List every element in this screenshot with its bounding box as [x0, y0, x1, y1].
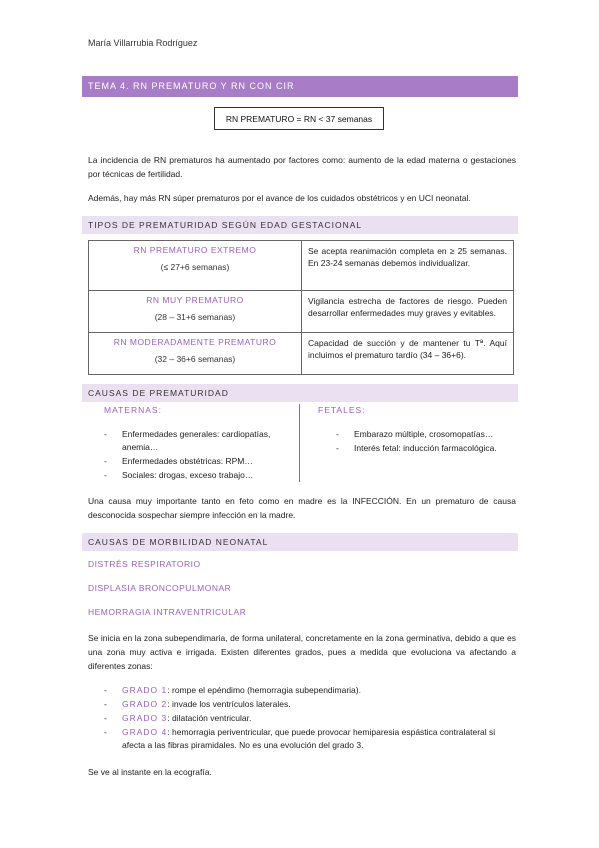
grade-label: GRADO 2: [122, 699, 168, 709]
subsection-bronchopulmonary-dysplasia: DISPLASIA BRONCOPULMONAR: [88, 583, 232, 593]
fetal-causes-title: FETALES:: [318, 405, 366, 415]
grade-label: GRADO 3: [122, 713, 168, 723]
maternal-causes-title: MATERNAS:: [104, 405, 162, 415]
list-item: [104, 712, 516, 725]
type-name: RN MODERADAMENTE PREMATURO: [113, 337, 277, 347]
grade-label: GRADO 4: [122, 727, 168, 737]
table-row: [89, 241, 514, 291]
grade-text: : rompe el epéndimo (hemorragia subependimaria).: [167, 685, 361, 695]
list-item: [104, 726, 516, 752]
table-row: [89, 291, 514, 333]
list-item: [104, 684, 516, 697]
section-header-causes: CAUSAS DE PREMATURIDAD: [82, 384, 518, 402]
grade-label: GRADO 1: [122, 685, 168, 695]
prematurity-types-table: [88, 240, 514, 375]
type-description: Capacidad de succión y de mantener tu Tª. Aquí incluimos el prematuro tardío (34 – 36+6).: [302, 333, 514, 375]
section-header-types: TIPOS DE PREMATURIDAD SEGÚN EDAD GESTACIONAL: [82, 216, 518, 234]
type-description: Vigilancia estrecha de factores de riesgo. Pueden desarrollar enfermedades muy graves y evitables.: [302, 291, 514, 333]
table-row: [89, 333, 514, 375]
grade-text: : dilatación ventricular.: [167, 713, 252, 723]
intro-paragraph: La incidencia de RN prematuros ha aumentado por factores como: aumento de la edad materna o gestaciones por técnicas de fertilidad.: [88, 155, 516, 179]
list-item: [104, 698, 516, 711]
type-description: Se acepta reanimación completa en ≥ 25 semanas. En 23-24 semanas debemos individualizar.: [302, 241, 514, 291]
list-item: - Interés fetal: inducción farmacológica.: [336, 442, 516, 455]
type-name-cell: [89, 241, 302, 291]
list-item: - Enfermedades generales: cardiopatías, anemia…: [104, 428, 284, 454]
list-item: - Enfermedades obstétricas: RPM…: [104, 455, 284, 468]
type-name-cell: [89, 333, 302, 375]
list-item: - Sociales: drogas, exceso trabajo…: [104, 469, 284, 482]
type-name-cell: [89, 291, 302, 333]
hemorrhage-grades-list: [104, 684, 516, 753]
type-range: (≤ 27+6 semanas): [160, 262, 230, 272]
infection-note: Una causa muy importante tanto en feto como en madre es la INFECCIÓN. En un prematuro de causa desconocida sospechar siempre infección en la madre.: [88, 496, 516, 520]
closing-note: Se ve al instante en la ecografía.: [88, 767, 212, 777]
hemorrhage-paragraph: Se inicia en la zona subependimaria, de forma unilateral, concretamente en la zona germinativa, debido a que es una zona muy activa e irrigada. Existen diferentes grados, pues a medida que evoluciona va afectando a diferentes zonas:: [88, 633, 516, 671]
grade-text: : hemorragia periventricular, que puede provocar hemiparesia espástica contralateral si afecta a las fibras piramidales. No es una evolución del grado 3.: [122, 727, 496, 750]
type-range: (32 – 36+6 semanas): [154, 354, 236, 364]
list-item: - Embarazo múltiple, crosomopatías…: [336, 428, 516, 441]
grade-text: : invade los ventrículos laterales.: [167, 699, 291, 709]
subsection-respiratory-distress: DISTRÉS RESPIRATORIO: [88, 559, 201, 569]
type-name: RN PREMATURO EXTREMO: [133, 245, 257, 255]
column-divider: [299, 404, 300, 482]
fetal-causes-list: [336, 428, 516, 456]
subsection-intraventricular-hemorrhage: HEMORRAGIA INTRAVENTRICULAR: [88, 607, 247, 617]
topic-title-bar: TEMA 4. RN PREMATURO Y RN CON CIR: [82, 76, 518, 97]
intro-paragraph: Además, hay más RN súper prematuros por el avance de los cuidados obstétricos y en UCI neonatal.: [88, 193, 471, 203]
type-range: (28 – 31+6 semanas): [154, 312, 236, 322]
definition-box: RN PREMATURO = RN < 37 semanas: [214, 107, 384, 130]
author-name: María Villarrubia Rodríguez: [88, 38, 198, 48]
maternal-causes-list: [104, 428, 284, 483]
section-header-morbidity: CAUSAS DE MORBILIDAD NEONATAL: [82, 533, 518, 551]
type-name: RN MUY PREMATURO: [146, 295, 244, 305]
